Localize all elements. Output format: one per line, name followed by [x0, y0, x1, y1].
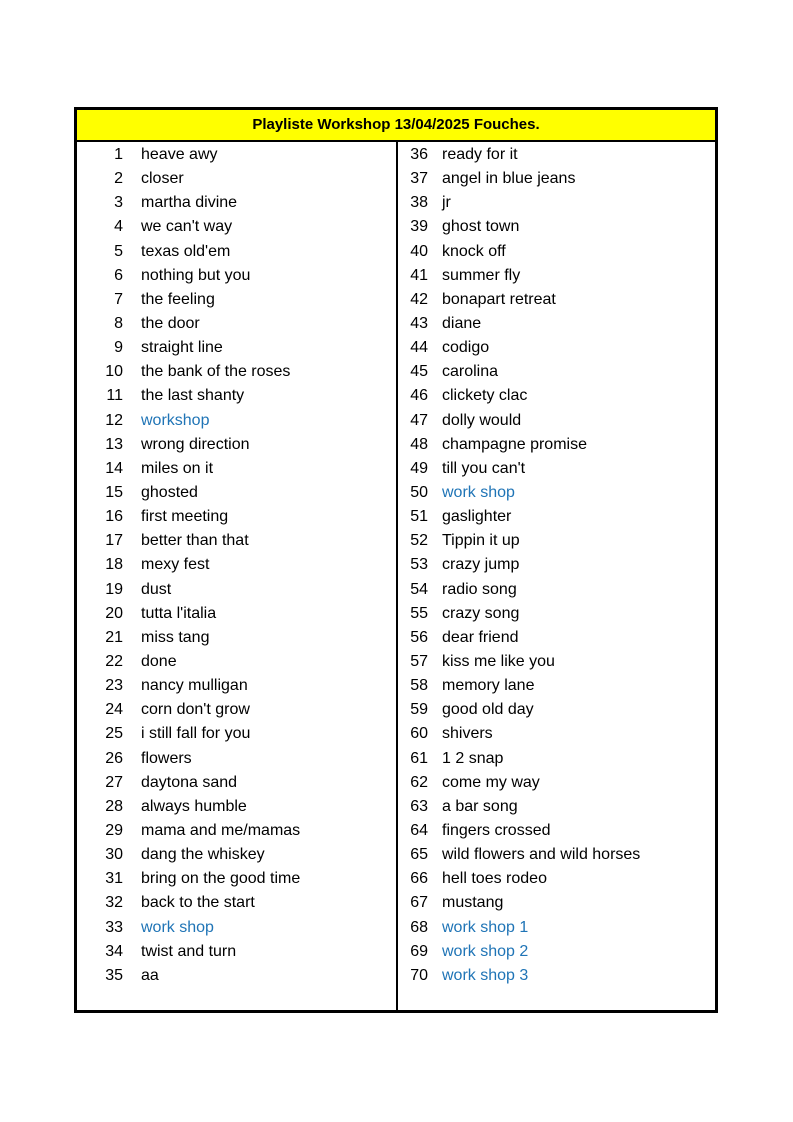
track-title: closer [141, 170, 184, 188]
track-number: 65 [410, 846, 428, 864]
playlist-row [398, 650, 715, 674]
track-title: fingers crossed [442, 821, 551, 839]
track-title: dust [141, 580, 172, 598]
track-title: come my way [442, 773, 540, 791]
playlist-row [398, 747, 715, 771]
playlist-row [77, 143, 396, 167]
playlist-row [77, 505, 396, 529]
track-title: shivers [442, 725, 493, 743]
track-title: jr [442, 194, 451, 212]
track-title: gaslighter [442, 508, 512, 526]
playlist-row [77, 891, 396, 915]
track-number: 52 [410, 532, 428, 550]
playlist-title: Playliste Workshop 13/04/2025 Fouches. [77, 110, 715, 142]
track-number: 10 [105, 363, 123, 381]
track-number: 4 [114, 218, 123, 236]
track-title: work shop [141, 918, 214, 936]
playlist-row [77, 360, 396, 384]
track-number: 56 [410, 628, 428, 646]
track-number: 58 [410, 677, 428, 695]
track-number: 27 [105, 773, 123, 791]
track-number: 61 [410, 749, 428, 767]
track-title: work shop [442, 483, 515, 501]
track-number: 16 [105, 508, 123, 526]
playlist-row [77, 529, 396, 553]
track-title: bring on the good time [141, 870, 301, 888]
playlist-row [77, 867, 396, 891]
playlist-row [77, 457, 396, 481]
track-title: ghost town [442, 218, 520, 236]
playlist-row [398, 481, 715, 505]
playlist-row [77, 191, 396, 215]
playlist-row [77, 964, 396, 988]
track-title: mustang [442, 894, 504, 912]
track-title: texas old'em [141, 242, 231, 260]
playlist-row [398, 964, 715, 988]
playlist-row [77, 578, 396, 602]
playlist-row [77, 843, 396, 867]
track-title: dolly would [442, 411, 522, 429]
playlist-row [398, 916, 715, 940]
playlist-row [77, 722, 396, 746]
track-title: i still fall for you [141, 725, 251, 743]
playlist-row [77, 288, 396, 312]
track-number: 9 [114, 339, 123, 357]
playlist-row [398, 891, 715, 915]
track-number: 40 [410, 242, 428, 260]
track-number: 24 [105, 701, 123, 719]
playlist-row [398, 819, 715, 843]
track-title: always humble [141, 797, 247, 815]
track-title: mexy fest [141, 556, 210, 574]
track-title: crazy jump [442, 556, 520, 574]
track-number: 34 [105, 942, 123, 960]
track-number: 6 [114, 266, 123, 284]
playlist-row [77, 916, 396, 940]
playlist-row [398, 867, 715, 891]
track-number: 15 [105, 483, 123, 501]
track-title: carolina [442, 363, 499, 381]
track-title: mama and me/mamas [141, 821, 301, 839]
playlist-row [77, 433, 396, 457]
track-title: till you can't [442, 459, 526, 477]
track-number: 49 [410, 459, 428, 477]
track-title: work shop 3 [442, 966, 529, 984]
playlist-row [77, 819, 396, 843]
playlist-row [77, 747, 396, 771]
playlist-row [398, 240, 715, 264]
left-column [77, 143, 396, 988]
track-number: 19 [105, 580, 123, 598]
playlist-row [77, 409, 396, 433]
track-number: 28 [105, 797, 123, 815]
track-number: 50 [410, 483, 428, 501]
track-title: flowers [141, 749, 192, 767]
track-number: 70 [410, 966, 428, 984]
track-title: back to the start [141, 894, 255, 912]
playlist-row [398, 843, 715, 867]
track-number: 62 [410, 773, 428, 791]
playlist-row [398, 626, 715, 650]
track-title: clickety clac [442, 387, 528, 405]
playlist-row [398, 722, 715, 746]
playlist-row [77, 336, 396, 360]
playlist-row [398, 529, 715, 553]
playlist-row [77, 626, 396, 650]
track-number: 46 [410, 387, 428, 405]
playlist-row [77, 602, 396, 626]
track-title: workshop [141, 411, 210, 429]
track-number: 67 [410, 894, 428, 912]
playlist-row [77, 240, 396, 264]
playlist-row [77, 167, 396, 191]
playlist-row [398, 940, 715, 964]
track-title: straight line [141, 339, 223, 357]
track-number: 33 [105, 918, 123, 936]
track-title: Tippin it up [442, 532, 520, 550]
track-number: 38 [410, 194, 428, 212]
track-number: 36 [410, 146, 428, 163]
track-number: 35 [105, 966, 123, 984]
playlist-row [398, 698, 715, 722]
track-title: aa [141, 966, 159, 984]
track-number: 23 [105, 677, 123, 695]
track-number: 8 [114, 314, 123, 332]
track-number: 66 [410, 870, 428, 888]
playlist-row [398, 312, 715, 336]
track-number: 1 [114, 146, 123, 163]
playlist-row [398, 360, 715, 384]
track-number: 48 [410, 435, 428, 453]
track-number: 45 [410, 363, 428, 381]
track-title: first meeting [141, 508, 229, 526]
track-title: diane [442, 314, 482, 332]
track-title: miss tang [141, 628, 210, 646]
track-number: 37 [410, 170, 428, 188]
playlist-row [77, 215, 396, 239]
playlist-row [77, 312, 396, 336]
track-number: 47 [410, 411, 428, 429]
track-number: 53 [410, 556, 428, 574]
playlist-row [77, 650, 396, 674]
track-title: the bank of the roses [141, 363, 291, 381]
playlist-row [77, 771, 396, 795]
track-title: ready for it [442, 146, 518, 163]
track-title: hell toes rodeo [442, 870, 547, 888]
track-number: 30 [105, 846, 123, 864]
track-title: codigo [442, 339, 490, 357]
track-title: tutta l'italia [141, 604, 217, 622]
playlist-row [398, 674, 715, 698]
track-title: we can't way [141, 218, 233, 236]
track-number: 17 [105, 532, 123, 550]
track-number: 32 [105, 894, 123, 912]
playlist-row [77, 940, 396, 964]
track-title: radio song [442, 580, 517, 598]
track-title: good old day [442, 701, 534, 719]
track-number: 5 [114, 242, 123, 260]
track-number: 64 [410, 821, 428, 839]
track-title: ghosted [141, 483, 198, 501]
playlist-row [77, 674, 396, 698]
track-title: corn don't grow [141, 701, 250, 719]
track-number: 43 [410, 314, 428, 332]
track-title: heave awy [141, 146, 218, 163]
playlist-row [77, 264, 396, 288]
track-number: 59 [410, 701, 428, 719]
track-number: 18 [105, 556, 123, 574]
playlist-row [398, 143, 715, 167]
right-column [398, 143, 715, 988]
track-title: a bar song [442, 797, 518, 815]
playlist-row [398, 215, 715, 239]
track-number: 13 [105, 435, 123, 453]
track-title: twist and turn [141, 942, 237, 960]
track-number: 41 [410, 266, 428, 284]
playlist-row [398, 457, 715, 481]
playlist-row [398, 264, 715, 288]
track-title: wrong direction [141, 435, 250, 453]
track-title: daytona sand [141, 773, 238, 791]
playlist-row [398, 771, 715, 795]
track-title: nancy mulligan [141, 677, 248, 695]
track-number: 11 [106, 387, 123, 405]
track-title: martha divine [141, 194, 238, 212]
track-title: memory lane [442, 677, 535, 695]
track-title: work shop 2 [442, 942, 529, 960]
playlist-row [398, 409, 715, 433]
track-number: 12 [105, 411, 123, 429]
track-title: crazy song [442, 604, 520, 622]
track-number: 42 [410, 290, 428, 308]
track-title: dear friend [442, 628, 519, 646]
track-number: 69 [410, 942, 428, 960]
playlist-row [398, 191, 715, 215]
playlist-row [77, 553, 396, 577]
track-title: dang the whiskey [141, 846, 265, 864]
track-number: 63 [410, 797, 428, 815]
track-title: bonapart retreat [442, 290, 556, 308]
track-number: 20 [105, 604, 123, 622]
track-title: kiss me like you [442, 652, 555, 670]
track-number: 68 [410, 918, 428, 936]
playlist-row [77, 698, 396, 722]
track-number: 25 [105, 725, 123, 743]
track-number: 14 [105, 459, 123, 477]
track-title: summer fly [442, 266, 521, 284]
track-number: 22 [105, 652, 123, 670]
track-title: knock off [442, 242, 506, 260]
track-title: work shop 1 [442, 918, 529, 936]
track-number: 29 [105, 821, 123, 839]
track-number: 44 [410, 339, 428, 357]
track-number: 57 [410, 652, 428, 670]
track-title: the feeling [141, 290, 215, 308]
track-title: wild flowers and wild horses [442, 846, 641, 864]
track-title: champagne promise [442, 435, 587, 453]
track-number: 54 [410, 580, 428, 598]
playlist-row [398, 553, 715, 577]
track-title: nothing but you [141, 266, 251, 284]
track-title: the last shanty [141, 387, 245, 405]
playlist-row [398, 433, 715, 457]
track-number: 21 [105, 628, 123, 646]
playlist-row [77, 384, 396, 408]
track-number: 39 [410, 218, 428, 236]
track-number: 7 [114, 290, 123, 308]
track-title: 1 2 snap [442, 749, 504, 767]
playlist-row [398, 288, 715, 312]
playlist-row [398, 578, 715, 602]
playlist-row [77, 795, 396, 819]
track-title: angel in blue jeans [442, 170, 576, 188]
track-title: done [141, 652, 177, 670]
playlist-row [398, 167, 715, 191]
track-number: 2 [114, 170, 123, 188]
track-number: 31 [105, 870, 123, 888]
playlist-row [398, 336, 715, 360]
playlist-row [398, 602, 715, 626]
playlist-row [77, 481, 396, 505]
track-number: 3 [114, 194, 123, 212]
track-number: 60 [410, 725, 428, 743]
playlist-table [74, 107, 718, 1013]
track-number: 51 [410, 508, 428, 526]
track-title: miles on it [141, 459, 214, 477]
track-title: the door [141, 314, 200, 332]
playlist-row [398, 795, 715, 819]
track-number: 55 [410, 604, 428, 622]
track-title: better than that [141, 532, 249, 550]
playlist-row [398, 384, 715, 408]
track-number: 26 [105, 749, 123, 767]
playlist-row [398, 505, 715, 529]
